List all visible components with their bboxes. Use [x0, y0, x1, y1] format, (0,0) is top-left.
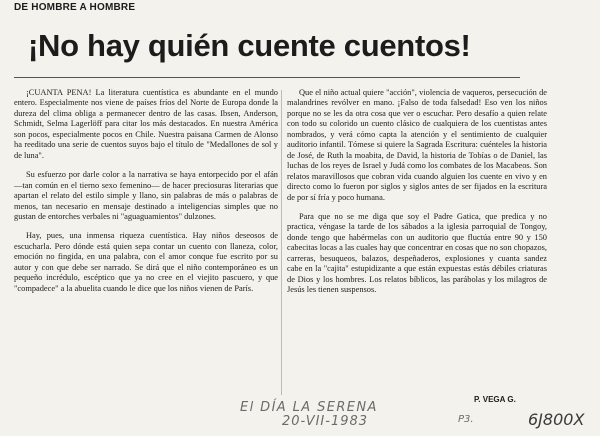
right-column: [287, 88, 547, 305]
section-header: DE HOMBRE A HOMBRE: [14, 2, 136, 13]
left-column: [14, 88, 278, 303]
handwritten-archive-code: 6J800X: [528, 410, 585, 429]
article-title: ¡No hay quién cuente cuentos!: [28, 28, 471, 63]
column-divider: [281, 90, 282, 395]
handwritten-page: P3.: [458, 414, 474, 425]
paragraph: ¡CUANTA PENA! La literatura cuentística es abundante en el mundo entero. Especialmente nos viene de países fríos del Norte de Europa donde la dureza del clima obliga a permanecer dentro de las casas. Ibsen, Anderson, Schmidt, Selma Lagerlöff para citar los más destacados. En nuestra América son pocos, especialmente pocos en Chile. Nuestra paisana Carmen de Alonso ha reeditado una serie de cuentos suyos bajo el título de "Medallones de sol y de luna".: [14, 88, 278, 160]
paragraph: Su esfuerzo por darle color a la narrativa se haya entorpecido por el afán —tan común en el tierno sexo femenino— de hacer preciosuras literarias que apartan el relato del estilo simple y llano, sin palabras de más o palabras de menos, tan necesario en mensaje destinado a inteligencias simples que no gustan de entorches verbales ni "aguaguamientos" dulzones.: [14, 170, 278, 221]
paragraph: Hay, pues, una inmensa riqueza cuentística. Hay niños deseosos de escucharla. Pero dónde está quien sepa contar un cuento con llaneza, color, emoción no fingida, en una palabra, con el amor conque fue escrito por su autor y con que debe ser narrado. Se dirá que el niño contemporáneo es un pequeño incrédulo, escéptico que ya no cree en el viejito pascuero, y que "compadece" a la abuelita cuando le dice que los niños vienen de París.: [14, 231, 278, 293]
handwritten-date: 20-VII-1983: [282, 414, 369, 429]
paragraph: Que el niño actual quiere "acción", violencia de vaqueros, persecución de malandrines revólver en mano. ¡Falso de toda falsedad! Eso ven los niños porque no se les da otra cosa que ver o escuchar. Pero desafío a quien relate con todo su colorido un cuento clásico de cualquiera de los cuentistas antes nombrados, y verá cómo capta la atención y el sentimiento de cualquier auditorio infantil. Tómese si quiere la Sagrada Escritura: cuénteles la historia de José, de Ruth la moabita, de David, la historia de Tobías o de Daniel, las luchas de los reyes de Israel y Judá como los combates de los Macabeos. Son relatos maravillosos que cobran vida cuando alguien los cuente en vivo y en directo como lo fueron por siglos y siglos antes de ser fijados en la escritura de por sí fría y poco humana.: [287, 88, 547, 202]
title-rule: [14, 77, 520, 78]
author-signature: P. VEGA G.: [474, 395, 516, 404]
handwritten-source: El DÍA LA SERENA: [240, 400, 378, 415]
paragraph: Para que no se me diga que soy el Padre Gatica, que predica y no practica, véngase la tarde de los sábados a la iglesia parroquial de Tongoy, donde tengo que habérmelas con un auditorio que fluctúa entre 90 y 150 cabecitas locas a las cuales hay que concentrar en cosas que no son chopazos, carreras, besuqueos, balazos, despeñaderos, explosiones y cuanta sandez cabe en la "cajita" estupidizante a que están expuestas estás débiles criaturas de Dios y los hombres. Los relatos bíblicos, las parábolas y los milagros de Jesús les tienen suspensos.: [287, 211, 547, 295]
